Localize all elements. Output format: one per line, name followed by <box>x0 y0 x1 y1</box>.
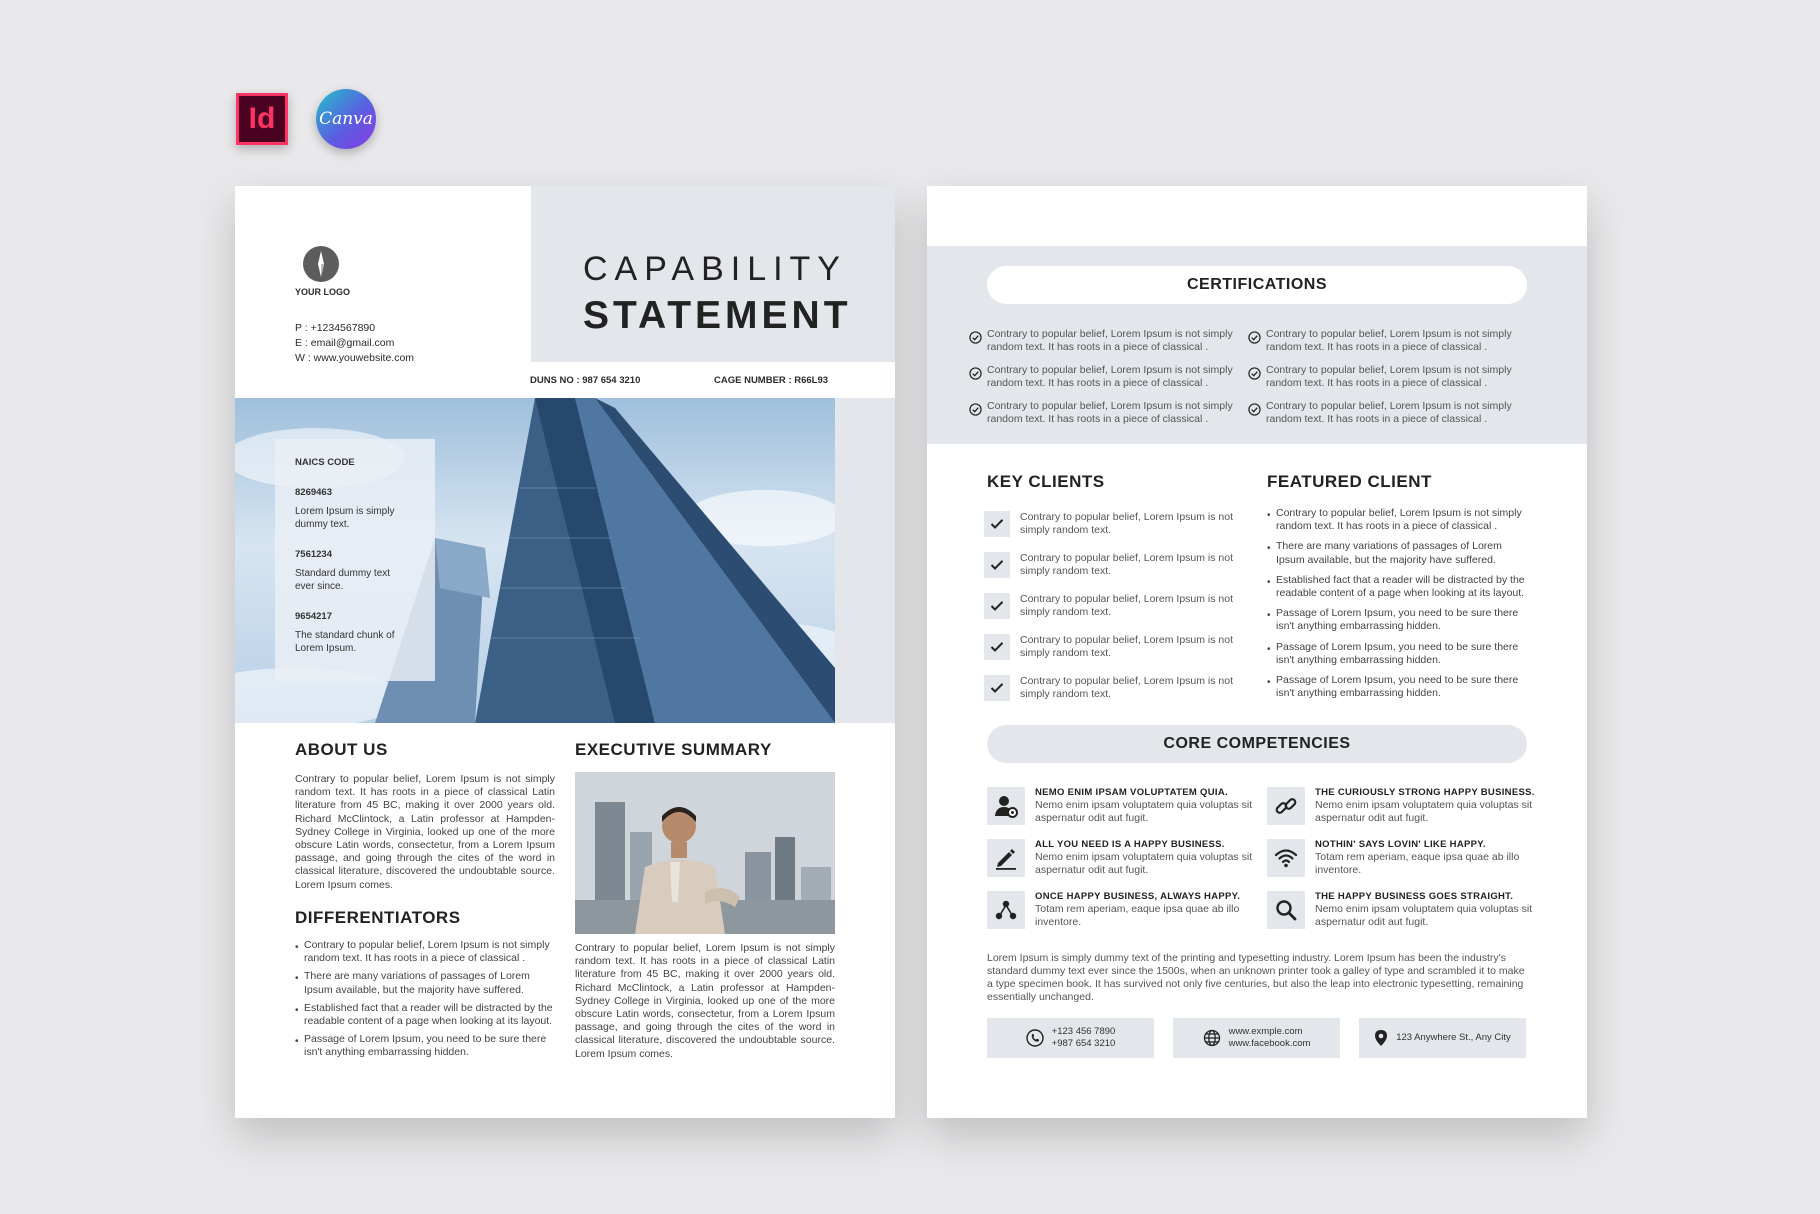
naics-code: 9654217 <box>295 611 332 622</box>
logo-text: YOUR LOGO <box>295 287 351 297</box>
certification-item <box>1248 364 1518 390</box>
certification-text: Contrary to popular belief, Lorem Ipsum is not simply random text. It has roots in a piece of classical . <box>1266 328 1512 353</box>
key-client-item <box>984 634 1244 660</box>
footer-text: Lorem Ipsum is simply dummy text of the printing and typesetting industry. Lorem Ipsum has been the industry's standard dummy text ever since the 1500s, when an unknown printer took a galley of type and scrambled it to make a type specimen book. It has survived not only five centuries, but also the leap into electronic typesetting, remaining essentially unchanged. <box>987 952 1525 1003</box>
contact-email[interactable]: E : email@gmail.com <box>295 337 395 349</box>
key-client-item <box>984 675 1244 701</box>
competency-item <box>987 787 1255 825</box>
certification-text: Contrary to popular belief, Lorem Ipsum is not simply random text. It has roots in a piece of classical . <box>1266 400 1512 425</box>
about-heading: ABOUT US <box>295 740 388 759</box>
footer-phone-1[interactable]: +123 456 7890 <box>1051 1026 1116 1037</box>
check-circle-icon <box>969 331 982 344</box>
naics-code: 8269463 <box>295 487 332 498</box>
contact-website[interactable]: W : www.youwebsite.com <box>295 352 415 364</box>
key-client-item <box>984 593 1244 619</box>
competency-title: NEMO ENIM IPSAM VOLUPTATEM QUIA. <box>1035 787 1228 798</box>
link-icon <box>1267 787 1305 825</box>
list-item: • There are many variations of passages of Lorem Ipsum available, but the majority have suffered. <box>295 970 555 996</box>
key-client-text: Contrary to popular belief, Lorem Ipsum is not simply random text. <box>1020 675 1234 700</box>
list-item: • There are many variations of passages of Lorem Ipsum available, but the majority have suffered. <box>1267 540 1529 566</box>
check-circle-icon <box>1248 331 1261 344</box>
indesign-icon: Id <box>236 93 288 145</box>
naics-desc: The standard chunk of Lorem Ipsum. <box>295 630 395 654</box>
contact-phone: P : +1234567890 <box>295 322 376 334</box>
competency-item <box>987 891 1255 929</box>
executive-summary-text: Contrary to popular belief, Lorem Ipsum is not simply random text. It has roots in a piece of classical Latin literature from 45 BC, making it over 2000 years old. Richard McClintock, a Latin professor at Hampden-Sydney College in Virginia, looked up one of the more obscure Latin words, consectetur, from a Lorem Ipsum passage, and going through the cites of the word in classical literature, discovered the undoubtable source. Lorem Ipsum comes. <box>575 942 835 1060</box>
wifi-icon <box>1267 839 1305 877</box>
naics-heading: NAICS CODE <box>295 457 355 468</box>
executive-summary-heading: EXECUTIVE SUMMARY <box>575 740 772 759</box>
user-settings-icon <box>987 787 1025 825</box>
list-item: • Passage of Lorem Ipsum, you need to be sure there isn't anything embarrassing hidden. <box>1267 674 1529 700</box>
naics-code: 7561234 <box>295 549 332 560</box>
competency-item <box>987 839 1255 877</box>
competency-title: THE CURIOUSLY STRONG HAPPY BUSINESS. <box>1315 787 1535 798</box>
hero-side-strip <box>835 398 895 723</box>
list-item: • Passage of Lorem Ipsum, you need to be sure there isn't anything embarrassing hidden. <box>1267 607 1529 633</box>
footer-phone-box <box>987 1018 1154 1058</box>
featured-client-heading: FEATURED CLIENT <box>1267 472 1432 491</box>
certification-item <box>1248 400 1518 426</box>
core-competencies-heading: CORE COMPETENCIES <box>987 725 1527 763</box>
executive-photo <box>575 772 835 934</box>
certification-text: Contrary to popular belief, Lorem Ipsum is not simply random text. It has roots in a piece of classical . <box>987 364 1233 389</box>
list-item: • Established fact that a reader will be distracted by the readable content of a page when looking at its layout. <box>295 1002 555 1028</box>
competency-item <box>1267 891 1535 929</box>
check-icon <box>984 593 1010 619</box>
competency-desc: Nemo enim ipsam voluptatem quia voluptas sit aspernatur odit aut fugit. <box>1035 799 1253 824</box>
contact-info <box>295 321 414 366</box>
competency-title: ONCE HAPPY BUSINESS, ALWAYS HAPPY. <box>1035 891 1241 902</box>
pen-icon <box>987 839 1025 877</box>
certification-text: Contrary to popular belief, Lorem Ipsum is not simply random text. It has roots in a piece of classical . <box>987 400 1233 425</box>
naics-desc: Lorem Ipsum is simply dummy text. <box>295 506 395 530</box>
competency-desc: Totam rem aperiam, eaque ipsa quae ab illo inventore. <box>1035 903 1240 928</box>
title-capability: CAPABILITY <box>583 250 847 288</box>
list-item: • Contrary to popular belief, Lorem Ipsum is not simply random text. It has roots in a piece of classical . <box>295 939 555 965</box>
certification-item <box>969 400 1239 426</box>
key-client-text: Contrary to popular belief, Lorem Ipsum is not simply random text. <box>1020 511 1234 536</box>
certification-item <box>969 328 1239 354</box>
check-circle-icon <box>969 403 982 416</box>
duns-number: DUNS NO : 987 654 3210 <box>530 375 641 386</box>
check-circle-icon <box>969 367 982 380</box>
key-client-item <box>984 552 1244 578</box>
page-front <box>235 186 895 1118</box>
search-icon <box>1267 891 1305 929</box>
key-client-text: Contrary to popular belief, Lorem Ipsum is not simply random text. <box>1020 552 1234 577</box>
competency-desc: Nemo enim ipsam voluptatem quia voluptas sit aspernatur odit aut fugit. <box>1315 799 1533 824</box>
competency-desc: Nemo enim ipsam voluptatem quia voluptas sit aspernatur odit aut fugit. <box>1315 903 1533 928</box>
hero-building-image <box>235 398 835 723</box>
canva-icon: Canva <box>316 89 376 149</box>
logo-icon <box>303 246 339 282</box>
competency-title: THE HAPPY BUSINESS GOES STRAIGHT. <box>1315 891 1514 902</box>
network-icon <box>987 891 1025 929</box>
competency-desc: Totam rem aperiam, eaque ipsa quae ab illo inventore. <box>1315 851 1520 876</box>
key-client-text: Contrary to popular belief, Lorem Ipsum is not simply random text. <box>1020 593 1234 618</box>
differentiators-heading: DIFFERENTIATORS <box>295 908 461 927</box>
key-client-item <box>984 511 1244 537</box>
check-icon <box>984 675 1010 701</box>
list-item: • Contrary to popular belief, Lorem Ipsum is not simply random text. It has roots in a piece of classical . <box>1267 507 1529 533</box>
key-clients-heading: KEY CLIENTS <box>987 472 1105 491</box>
certifications-heading: CERTIFICATIONS <box>987 266 1527 304</box>
key-client-text: Contrary to popular belief, Lorem Ipsum is not simply random text. <box>1020 634 1234 659</box>
naics-desc: Standard dummy text ever since. <box>295 568 391 592</box>
certification-text: Contrary to popular belief, Lorem Ipsum is not simply random text. It has roots in a piece of classical . <box>1266 364 1512 389</box>
phone-icon <box>1026 1029 1044 1047</box>
naics-panel <box>275 439 435 681</box>
list-item: • Established fact that a reader will be distracted by the readable content of a page when looking at its layout. <box>1267 574 1529 600</box>
competency-title: ALL YOU NEED IS A HAPPY BUSINESS. <box>1035 839 1225 850</box>
check-icon <box>984 511 1010 537</box>
globe-icon <box>1203 1029 1221 1047</box>
competency-desc: Nemo enim ipsam voluptatem quia voluptas sit aspernatur odit aut fugit. <box>1035 851 1253 876</box>
footer-web-box <box>1173 1018 1340 1058</box>
footer-phone-2[interactable]: +987 654 3210 <box>1051 1038 1116 1049</box>
competency-title: NOTHIN' SAYS LOVIN' LIKE HAPPY. <box>1315 839 1486 850</box>
list-item: • Passage of Lorem Ipsum, you need to be sure there isn't anything embarrassing hidden. <box>1267 641 1529 667</box>
footer-address-box <box>1359 1018 1526 1058</box>
competency-item <box>1267 787 1535 825</box>
certification-item <box>969 364 1239 390</box>
footer-web-1[interactable]: www.exmple.com <box>1228 1026 1303 1037</box>
location-pin-icon <box>1374 1029 1388 1047</box>
page-back <box>927 186 1587 1118</box>
footer-web-2[interactable]: www.facebook.com <box>1228 1038 1311 1049</box>
check-circle-icon <box>1248 403 1261 416</box>
check-circle-icon <box>1248 367 1261 380</box>
cage-number: CAGE NUMBER : R66L93 <box>714 375 829 386</box>
check-icon <box>984 552 1010 578</box>
about-text: Contrary to popular belief, Lorem Ipsum is not simply random text. It has roots in a piece of classical Latin literature from 45 BC, making it over 2000 years old. Richard McClintock, a Latin professor at Hampden-Sydney College in Virginia, looked up one of the more obscure Latin words, consectetur, from a Lorem Ipsum passage, and going through the cites of the word in classical literature, discovered the undoubtable source. Lorem Ipsum comes. <box>295 773 555 891</box>
competency-item <box>1267 839 1535 877</box>
certification-item <box>1248 328 1518 354</box>
featured-client-list <box>1267 507 1529 707</box>
title-statement: STATEMENT <box>583 294 852 337</box>
certification-text: Contrary to popular belief, Lorem Ipsum is not simply random text. It has roots in a piece of classical . <box>987 328 1233 353</box>
footer-address: 123 Anywhere St., Any City <box>1396 1032 1511 1043</box>
check-icon <box>984 634 1010 660</box>
list-item: • Passage of Lorem Ipsum, you need to be sure there isn't anything embarrassing hidden. <box>295 1033 555 1059</box>
differentiators-list <box>295 939 555 1065</box>
